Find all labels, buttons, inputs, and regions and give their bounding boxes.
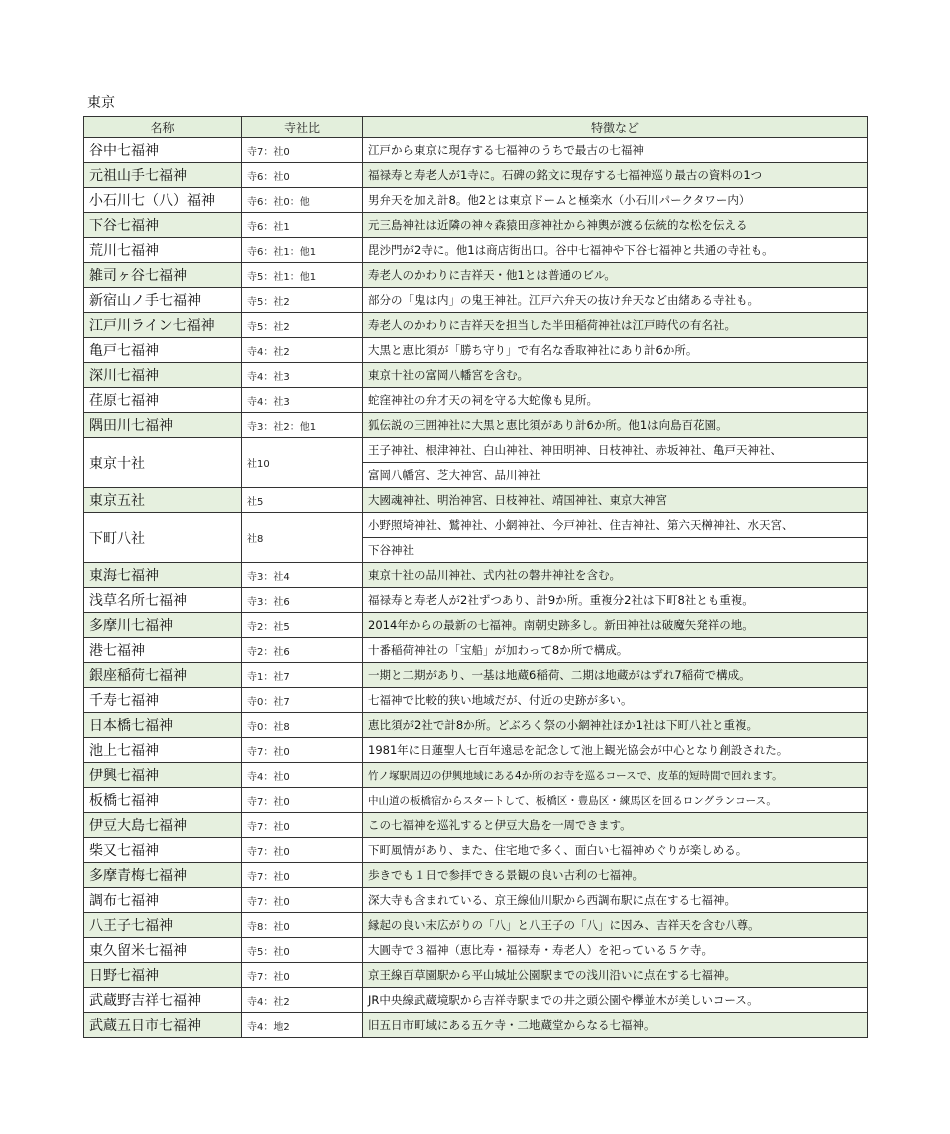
row-name: 江戸川ライン七福神 — [84, 313, 242, 338]
row-ratio: 寺7：社0 — [242, 788, 363, 813]
row-feature: 男弁天を加え計8。他2とは東京ドームと極楽水（小石川パークタワー内） — [363, 188, 868, 213]
row-feature: 寿老人のかわりに吉祥天・他1とは普通のビル。 — [363, 263, 868, 288]
row-feature: 下町風情があり、また、住宅地で多く、面白い七福神めぐりが楽しめる。 — [363, 838, 868, 863]
row-ratio: 寺1：社7 — [242, 663, 363, 688]
row-feature: 深大寺も含まれている、京王線仙川駅から西調布駅に点在する七福神。 — [363, 888, 868, 913]
table-row — [84, 763, 868, 788]
row-ratio: 寺6：社0：他 — [242, 188, 363, 213]
row-name: 武蔵野吉祥七福神 — [84, 988, 242, 1013]
table-row — [84, 288, 868, 313]
table-row — [84, 988, 868, 1013]
row-name: 小石川七（八）福神 — [84, 188, 242, 213]
table-row — [84, 563, 868, 588]
row-feature: JR中央線武蔵境駅から吉祥寺駅までの井之頭公園や欅並木が美しいコース。 — [363, 988, 868, 1013]
table-row — [84, 1013, 868, 1038]
row-feature: 福禄寿と寿老人が1寺に。石碑の銘文に現存する七福神巡り最古の資料の1つ — [363, 163, 868, 188]
table-row — [84, 713, 868, 738]
table-row — [84, 438, 868, 463]
row-name: 池上七福神 — [84, 738, 242, 763]
table-row — [84, 138, 868, 163]
row-feature: 一期と二期があり、一基は地蔵6稲荷、二期は地蔵がはずれ7稲荷で構成。 — [363, 663, 868, 688]
row-name: 東久留米七福神 — [84, 938, 242, 963]
row-name: 隅田川七福神 — [84, 413, 242, 438]
row-feature: 2014年からの最新の七福神。南朝史跡多し。新田神社は破魔矢発祥の地。 — [363, 613, 868, 638]
row-name: 下谷七福神 — [84, 213, 242, 238]
row-feature: 元三島神社は近隣の神々森猿田彦神社から神輿が渡る伝統的な松を伝える — [363, 213, 868, 238]
row-feature: 歩きでも１日で参拝できる景観の良い古利の七福神。 — [363, 863, 868, 888]
table-row — [84, 513, 868, 538]
row-ratio: 寺4：社2 — [242, 338, 363, 363]
table-row — [84, 313, 868, 338]
row-ratio: 寺2：社6 — [242, 638, 363, 663]
row-feature: 十番稲荷神社の「宝船」が加わって8か所で構成。 — [363, 638, 868, 663]
row-feature: 中山道の板橋宿からスタートして、板橋区・豊島区・練馬区を回るロングランコース。 — [363, 788, 868, 813]
row-feature: 下谷神社 — [363, 538, 868, 563]
table-row — [84, 963, 868, 988]
row-name: 亀戸七福神 — [84, 338, 242, 363]
row-ratio: 寺3：社4 — [242, 563, 363, 588]
row-name: 荒川七福神 — [84, 238, 242, 263]
row-feature: 東京十社の品川神社、式内社の磐井神社を含む。 — [363, 563, 868, 588]
table-row — [84, 588, 868, 613]
row-feature: 王子神社、根津神社、白山神社、神田明神、日枝神社、赤坂神社、亀戸天神社、 — [363, 438, 868, 463]
row-ratio: 寺6：社0 — [242, 163, 363, 188]
row-ratio: 寺0：社7 — [242, 688, 363, 713]
header-row — [84, 117, 868, 138]
row-ratio: 寺6：社1 — [242, 213, 363, 238]
row-feature: 富岡八幡宮、芝大神宮、品川神社 — [363, 463, 868, 488]
table-row — [84, 413, 868, 438]
row-name: 東京十社 — [84, 438, 242, 488]
table-row — [84, 263, 868, 288]
row-ratio: 寺7：社0 — [242, 888, 363, 913]
table-row — [84, 688, 868, 713]
row-name: 谷中七福神 — [84, 138, 242, 163]
row-ratio: 寺3：社6 — [242, 588, 363, 613]
row-feature: この七福神を巡礼すると伊豆大島を一周できます。 — [363, 813, 868, 838]
row-feature: 寿老人のかわりに吉祥天を担当した半田稲荷神社は江戸時代の有名社。 — [363, 313, 868, 338]
row-ratio: 寺7：社0 — [242, 738, 363, 763]
row-ratio: 寺5：社2 — [242, 313, 363, 338]
header-name: 名称 — [84, 117, 242, 138]
row-ratio: 寺5：社0 — [242, 938, 363, 963]
row-name: 多摩川七福神 — [84, 613, 242, 638]
row-name: 雑司ヶ谷七福神 — [84, 263, 242, 288]
page-title: 東京 — [87, 95, 115, 111]
row-feature: 東京十社の富岡八幡宮を含む。 — [363, 363, 868, 388]
row-ratio: 寺4：社3 — [242, 388, 363, 413]
table-row — [84, 488, 868, 513]
row-ratio: 寺5：社1：他1 — [242, 263, 363, 288]
row-feature: 恵比須が2社で計8か所。どぶろく祭の小網神社ほか1社は下町八社と重複。 — [363, 713, 868, 738]
row-feature: 大黒と恵比須が「勝ち守り」で有名な香取神社にあり計6か所。 — [363, 338, 868, 363]
row-feature: 1981年に日蓮聖人七百年遠忌を記念して池上観光協会が中心となり創設された。 — [363, 738, 868, 763]
row-ratio: 社5 — [242, 488, 363, 513]
row-feature: 竹ノ塚駅周辺の伊興地域にある4か所のお寺を巡るコースで、皮革的短時間で回れます。 — [363, 763, 868, 788]
row-feature: 縁起の良い末広がりの「八」と八王子の「八」に因み、吉祥天を含む八尊。 — [363, 913, 868, 938]
row-ratio: 寺7：社0 — [242, 813, 363, 838]
table-row — [84, 213, 868, 238]
row-name: 港七福神 — [84, 638, 242, 663]
row-ratio: 社8 — [242, 513, 363, 563]
row-ratio: 寺4：社3 — [242, 363, 363, 388]
row-ratio: 寺2：社5 — [242, 613, 363, 638]
row-ratio: 寺6：社1：他1 — [242, 238, 363, 263]
row-feature: 七福神で比較的狭い地域だが、付近の史跡が多い。 — [363, 688, 868, 713]
row-feature: 大國魂神社、明治神宮、日枝神社、靖国神社、東京大神宮 — [363, 488, 868, 513]
row-feature: 蛇窪神社の弁才天の祠を守る大蛇像も見所。 — [363, 388, 868, 413]
row-name: 伊興七福神 — [84, 763, 242, 788]
row-name: 板橋七福神 — [84, 788, 242, 813]
table-row — [84, 738, 868, 763]
row-ratio: 社10 — [242, 438, 363, 488]
header-ratio: 寺社比 — [242, 117, 363, 138]
table-row — [84, 888, 868, 913]
shichifukujin-table — [83, 116, 868, 1038]
table-row — [84, 813, 868, 838]
row-feature: 小野照埼神社、鷲神社、小網神社、今戸神社、住吉神社、第六天榊神社、水天宮、 — [363, 513, 868, 538]
table-row — [84, 863, 868, 888]
row-name: 伊豆大島七福神 — [84, 813, 242, 838]
row-ratio: 寺5：社2 — [242, 288, 363, 313]
table-row — [84, 363, 868, 388]
row-name: 深川七福神 — [84, 363, 242, 388]
row-name: 日本橋七福神 — [84, 713, 242, 738]
table-row — [84, 613, 868, 638]
row-ratio: 寺4：地2 — [242, 1013, 363, 1038]
row-feature: 大圓寺で３福神（恵比寿・福禄寿・寿老人）を祀っている５ケ寺。 — [363, 938, 868, 963]
table-row — [84, 638, 868, 663]
header-feature: 特徴など — [363, 117, 868, 138]
row-name: 銀座稲荷七福神 — [84, 663, 242, 688]
table-row — [84, 338, 868, 363]
row-feature: 福禄寿と寿老人が2社ずつあり、計9か所。重複分2社は下町8社とも重複。 — [363, 588, 868, 613]
row-name: 元祖山手七福神 — [84, 163, 242, 188]
row-ratio: 寺3：社2：他1 — [242, 413, 363, 438]
row-feature: 部分の「鬼は内」の鬼王神社。江戸六弁天の抜け弁天など由緒ある寺社も。 — [363, 288, 868, 313]
row-name: 多摩青梅七福神 — [84, 863, 242, 888]
row-feature: 旧五日市町域にある五ケ寺・二地蔵堂からなる七福神。 — [363, 1013, 868, 1038]
row-feature: 毘沙門が2寺に。他1は商店街出口。谷中七福神や下谷七福神と共通の寺社も。 — [363, 238, 868, 263]
table-row — [84, 913, 868, 938]
row-name: 浅草名所七福神 — [84, 588, 242, 613]
table-body — [84, 138, 868, 1038]
row-feature: 江戸から東京に現存する七福神のうちで最古の七福神 — [363, 138, 868, 163]
row-name: 千寿七福神 — [84, 688, 242, 713]
table-row — [84, 838, 868, 863]
table-row — [84, 388, 868, 413]
table-row — [84, 238, 868, 263]
row-ratio: 寺7：社0 — [242, 838, 363, 863]
row-ratio: 寺8：社0 — [242, 913, 363, 938]
table-row — [84, 163, 868, 188]
row-name: 武蔵五日市七福神 — [84, 1013, 242, 1038]
row-ratio: 寺7：社0 — [242, 138, 363, 163]
row-name: 八王子七福神 — [84, 913, 242, 938]
row-name: 新宿山ノ手七福神 — [84, 288, 242, 313]
row-ratio: 寺4：社0 — [242, 763, 363, 788]
row-name: 東京五社 — [84, 488, 242, 513]
row-name: 下町八社 — [84, 513, 242, 563]
row-ratio: 寺0：社8 — [242, 713, 363, 738]
row-feature: 狐伝説の三囲神社に大黒と恵比須があり計6か所。他1は向島百花園。 — [363, 413, 868, 438]
table-row — [84, 938, 868, 963]
row-name: 調布七福神 — [84, 888, 242, 913]
row-name: 日野七福神 — [84, 963, 242, 988]
row-ratio: 寺4：社2 — [242, 988, 363, 1013]
row-ratio: 寺7：社0 — [242, 963, 363, 988]
table-row — [84, 788, 868, 813]
row-name: 柴又七福神 — [84, 838, 242, 863]
row-feature: 京王線百草園駅から平山城址公園駅までの浅川沿いに点在する七福神。 — [363, 963, 868, 988]
table-row — [84, 188, 868, 213]
row-ratio: 寺7：社0 — [242, 863, 363, 888]
table-row — [84, 663, 868, 688]
row-name: 荏原七福神 — [84, 388, 242, 413]
row-name: 東海七福神 — [84, 563, 242, 588]
